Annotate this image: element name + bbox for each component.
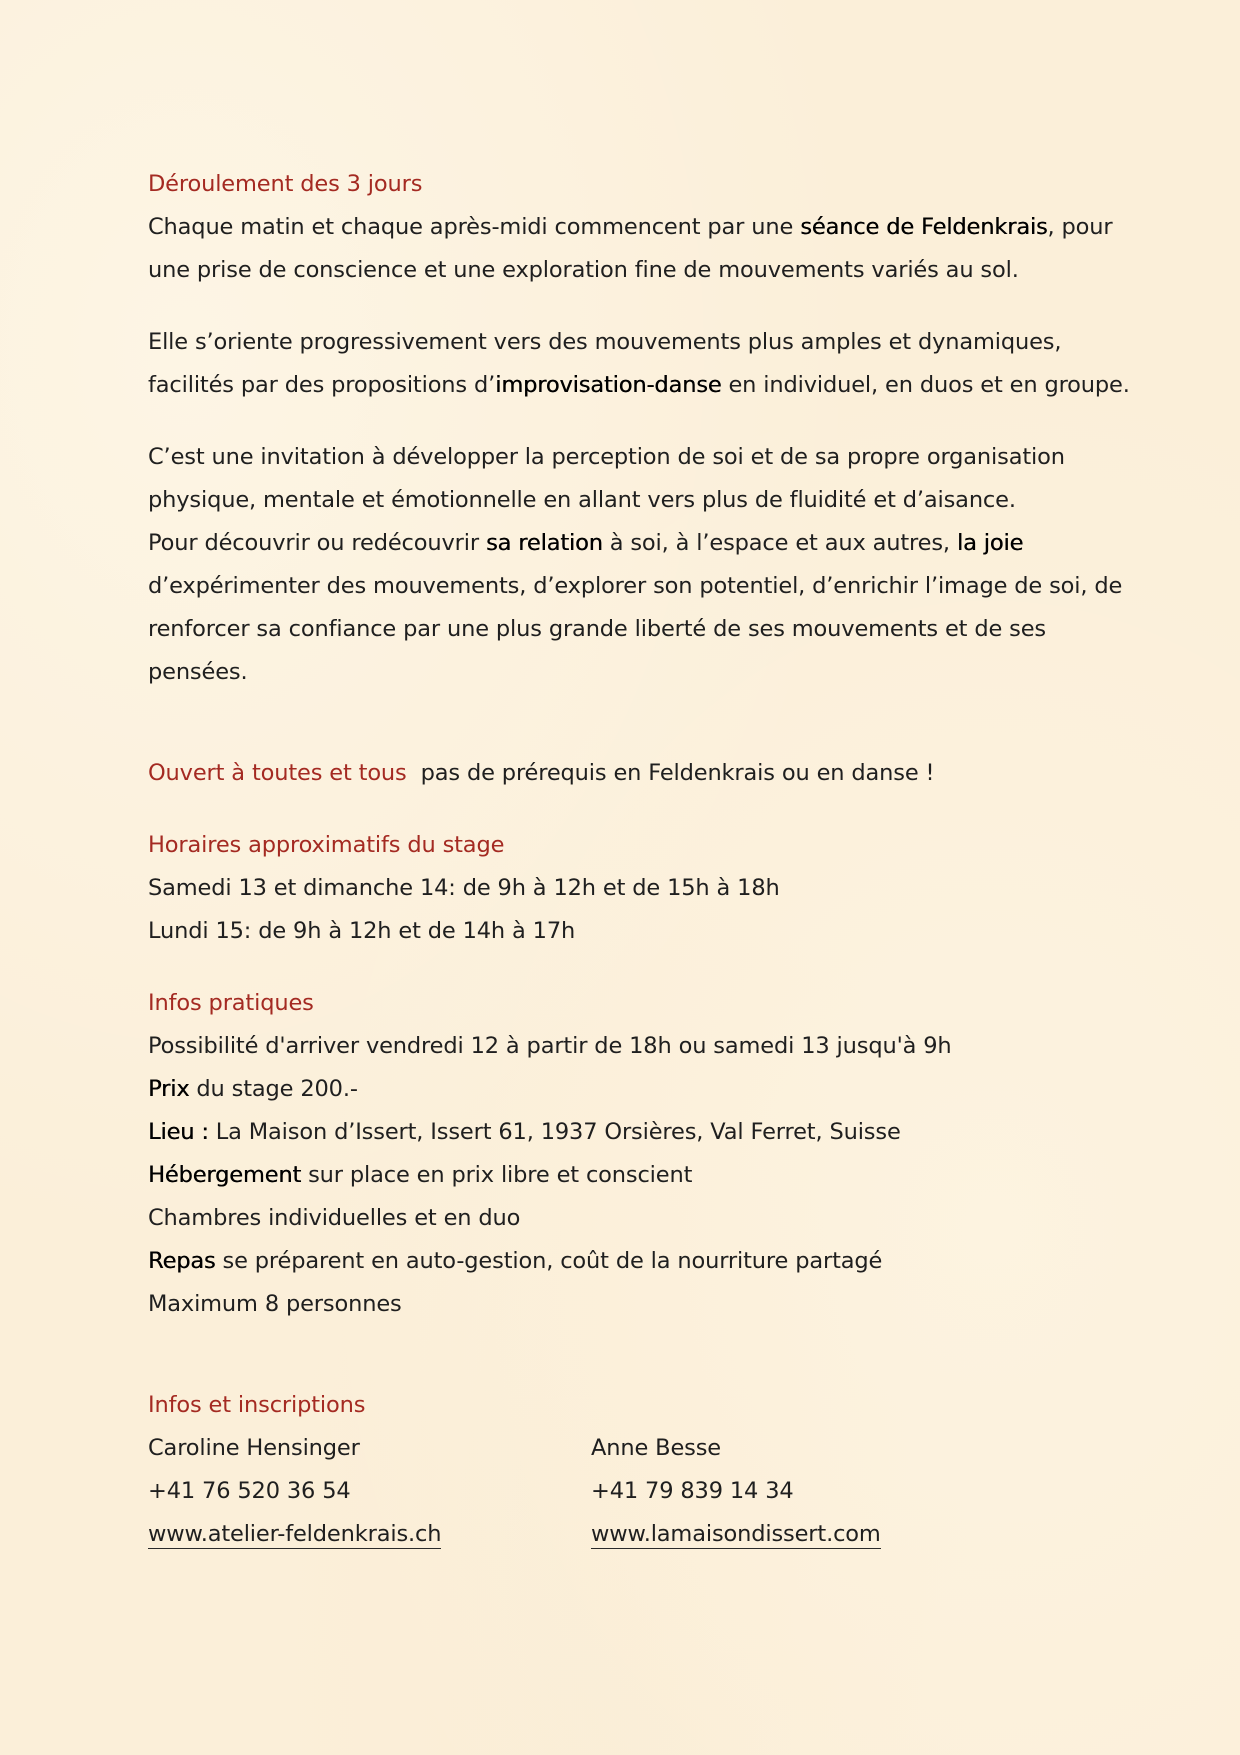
heading-inscriptions: Infos et inscriptions [148,1392,366,1418]
text-segment: , pour [1047,214,1113,240]
spacer [148,795,1108,824]
heading-ouvert: Ouvert à toutes et tous [148,760,407,786]
text-segment: à soi, à l’espace et aux autres, [602,530,957,556]
paragraph-line [148,522,1108,565]
text-segment: facilités par des propositions d’ [148,372,496,398]
text-segment: La Maison d’Issert, Issert 61, 1937 Orsières, Val Ferret, Suisse [208,1119,901,1145]
infos-line: Chambres individuelles et en duo [148,1205,521,1231]
paragraph-line: renforcer sa confiance par une plus grande liberté de ses mouvements et de ses [148,616,1046,642]
text-segment: en individuel, en duos et en groupe. [721,372,1130,398]
contact-caroline [148,1427,441,1556]
paragraph-line: pensées. [148,659,248,685]
infos-line [148,1240,1108,1283]
emphasis-improvisation-danse: improvisation-danse [495,372,722,398]
paragraph-line [148,206,1113,249]
paragraph-line: une prise de conscience et une exploration fine de mouvements variés au sol. [148,257,1019,283]
spacer [148,292,1108,321]
infos-line [148,1068,1108,1111]
contact-name: Anne Besse [591,1435,721,1461]
contact-name: Caroline Hensinger [148,1435,360,1461]
contact-phone: +41 76 520 36 54 [148,1478,351,1504]
contacts-block [148,1427,1108,1559]
ouvert-line [148,752,1108,795]
contact-anne [591,1427,881,1556]
paragraph-line [148,364,1130,407]
heading-horaires: Horaires approximatifs du stage [148,832,505,858]
spacer [148,407,1108,436]
horaires-line: Lundi 15: de 9h à 12h et de 14h à 17h [148,918,576,944]
text-segment: Pour découvrir ou redécouvrir [148,530,486,556]
horaires-line: Samedi 13 et dimanche 14: de 9h à 12h et de 15h à 18h [148,875,780,901]
emphasis-seance-feldenkrais: séance de Feldenkrais [800,214,1048,240]
heading-infos-pratiques: Infos pratiques [148,990,314,1016]
spacer [148,1326,1108,1384]
heading-deroulement: Déroulement des 3 jours [148,171,423,197]
label-hebergement: Hébergement [148,1162,302,1188]
label-lieu: Lieu : [148,1119,209,1145]
paragraph-line: C’est une invitation à développer la perception de soi et de sa propre organisation [148,444,1065,470]
document-page [148,163,1130,1559]
emphasis-la-joie: la joie [956,530,1024,556]
contact-website-row [148,1513,441,1556]
ouvert-text: pas de prérequis en Feldenkrais ou en danse ! [420,760,935,786]
contact-phone: +41 79 839 14 34 [591,1478,794,1504]
text-segment: Chaque matin et chaque après-midi commencent par une [148,214,801,240]
text-segment: sur place en prix libre et conscient [301,1162,693,1188]
paragraph-line: physique, mentale et émotionnelle en allant vers plus de fluidité et d’aisance. [148,487,1016,513]
text-segment: se préparent en auto-gestion, coût de la nourriture partagé [215,1248,883,1274]
infos-line [148,1111,1108,1154]
emphasis-sa-relation: sa relation [485,530,603,556]
website-link-lamaisondissert[interactable]: www.lamaisondissert.com [591,1521,881,1547]
infos-line: Possibilité d'arriver vendredi 12 à partir de 18h ou samedi 13 jusqu'à 9h [148,1033,952,1059]
paragraph-line: d’expérimenter des mouvements, d’explorer son potentiel, d’enrichir l’image de soi, de [148,573,1123,599]
spacer [148,694,1108,752]
label-repas: Repas [148,1248,216,1274]
text-segment: du stage 200.- [189,1076,358,1102]
paragraph-line: Elle s’oriente progressivement vers des mouvements plus amples et dynamiques, [148,329,1062,355]
infos-line [148,1154,1108,1197]
spacer [148,953,1108,982]
contact-website-row [591,1513,881,1556]
website-link-atelier-feldenkrais[interactable]: www.atelier-feldenkrais.ch [148,1521,442,1547]
label-prix: Prix [148,1076,190,1102]
infos-line: Maximum 8 personnes [148,1291,402,1317]
